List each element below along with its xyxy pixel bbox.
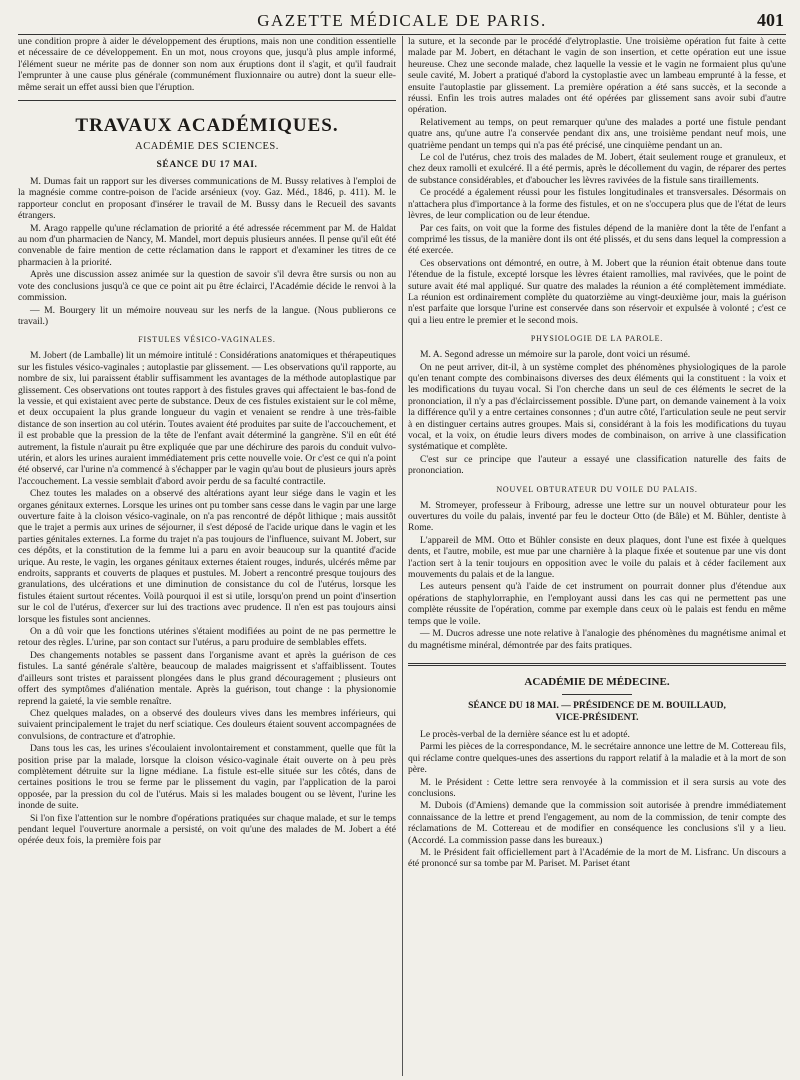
topic-heading: FISTULES VÉSICO-VAGINALES. <box>138 335 276 345</box>
paragraph: M. Stromeyer, professeur à Fribourg, adresse une lettre sur un nouvel obturateur pour les ouvertures du voile du palais, inventé par feu le docteur Otto (de Bâle) et M. Bühler, dentiste à Rome. <box>408 499 786 534</box>
paragraph: Ce procédé a également réussi pour les fistules longitudinales et transversales. Désormais on n'attachera plus d'importance à la forme des fistules, et on ne s'occupera plus que de l'état de leurs lèvres, de leur complication ou de leur étendue. <box>408 187 786 222</box>
paragraph: Chez toutes les malades on a observé des altérations ayant leur siége dans le vagin et les organes génitaux externes. Lorsque les urines ont pu tomber sans cesse dans le vagin par une large ouverture faite à la cloison vésico-vaginale, on n'a pas rencontré de dépôt lithique ; mais aussitôt que le trajet a permis aux urines de séjourner, il s'est déposé de l'acide urique dans le vagin et les parties génitales externes. La forme du trajet n'a pas toujours de l'influence, suivant M. Jobert, sur ces dépôts, et la constitution de la femme lui a paru en avoir beaucoup sur la quantité d'acide urique. Au reste, le vagin, les organes génitaux externes étaient rouges, indurés, ulcérés même par endroits, sapprants et couverts de plaques et pustules. M. Jobert a rencontré presque toujours des granulations, des ulcérations et une diminution de consistance du col de l'utérus, lorsque les fistules étaient surtout récentes. Voilà pourquoi il est si utile, lorsqu'on prend un point d'insertion sur le col de l'utérus, d'exercer sur lui des tractions avec prudence. Il n'en est pas toujours ainsi lorsque les fistules sont anciennes. <box>18 488 396 625</box>
academy-heading: ACADÉMIE DES SCIENCES. <box>135 141 279 153</box>
paragraph: M. A. Segond adresse un mémoire sur la parole, dont voici un résumé. <box>420 349 691 361</box>
paragraph: Dans tous les cas, les urines s'écoulaient involontairement et constamment, quelle que fût la position prise par la malade, lorsque la cloison vésico-vaginale était ouverte on à peu près complètement détruite sur la ligne médiane. La fistule est-elle située sur les côtés, dans de certaines positions le trou se ferme par le plissement du vagin, par l'application de la paroi opposée, par la pression du col de l'utérus. Mais si les malades bougent ou se lèvent, l'urine les inonde de suite. <box>18 743 396 812</box>
intro-paragraph: une condition propre à aider le développement des éruptions, mais non une condition essentielle et nécessaire de ce développement. En un mot, nous croyons que, jusqu'à plus ample informé, l'élément sueur ne mérite pas de donner son nom aux éruptions dont il s'agit, et qu'il faudrait l'emprunter à une cause plus générale (communément fluxionnaire ou autre) dont la sueur elle-même serait un effet aussi bien que l'éruption. <box>18 36 396 93</box>
paragraph: Après une discussion assez animée sur la question de savoir s'il devra être sursis ou non au vote des conclusions jusqu'à ce que ce point ait pu être éclairci, l'Académie décide le renvoi à la commission. <box>18 269 396 304</box>
paragraph: — M. Bourgery lit un mémoire nouveau sur les nerfs de la langue. (Nous publierons ce travail.) <box>18 304 396 327</box>
right-column <box>408 36 786 1076</box>
paragraph: Chez quelques malades, on a observé des douleurs vives dans les membres inférieurs, qui suivaient principalement le trajet du nerf sciatique. Ces douleurs étaient souvent accompagnées de convulsions, de contracture et d'atrophie. <box>18 707 396 742</box>
paragraph: Des changements notables se passent dans l'organisme avant et après la guérison de ces fistules. La santé générale s'altère, beaucoup de malades maigrissent et s'affaiblissent. Toutes d'ailleurs sont tristes et paraissent plongées dans le plus grand découragement ; plusieurs ont offert des symptômes d'aliénation mentale. Après la guérison, tout change : la physionomie reprend la gaieté, la vie semble renaître. <box>18 649 396 707</box>
topic-heading: PHYSIOLOGIE DE LA PAROLE. <box>530 334 664 344</box>
section-rule <box>408 663 786 666</box>
paragraph: Le procès-verbal de la dernière séance est lu et adopté. <box>420 728 630 740</box>
paragraph: — M. Ducros adresse une note relative à l'analogie des phénomènes du magnétisme animal et du magnétisme minéral, démontrée par des faits pratiques. <box>408 628 786 651</box>
two-column-body <box>18 36 786 1076</box>
paragraph: L'appareil de MM. Otto et Bühler consiste en deux plaques, dont l'une est fixée à quelques dents, et l'autre, mobile, est mue par une charnière à la plaque fixée et soutenue par une vis dont l'action sert à la tenir toujours en opposition avec le voile du palais et à céder facilement aux mouvements du palais et de la langue. <box>408 534 786 581</box>
left-column <box>18 36 396 1076</box>
journal-title: GAZETTE MÉDICALE DE PARIS. <box>257 11 547 30</box>
short-rule <box>562 694 632 695</box>
paragraph: Parmi les pièces de la correspondance, M. le secrétaire annonce une lettre de M. Cottereau fils, qui réclame contre quelques-unes des assertions du rapport relatif à la maladie et à la mort de son père. <box>408 741 786 776</box>
seance-heading: SÉANCE DU 17 MAI. <box>156 160 258 171</box>
vice-president-heading: VICE-PRÉSIDENT. <box>555 712 639 723</box>
paragraph: M. le Président : Cette lettre sera renvoyée à la commission et il sera sursis au vote des conclusions. <box>408 776 786 799</box>
paragraph: Relativement au temps, on peut remarquer qu'une des malades a porté une fistule pendant quatre ans, qu'une autre l'a conservée pendant dix ans, une troisième pendant neuf mois, une quatrième pendant un temps qui n'a pas été précisé, une cinquième pendant un an. <box>408 116 786 151</box>
column-divider <box>402 36 403 1076</box>
paragraph: M. Dumas fait un rapport sur les diverses communications de M. Bussy relatives à l'emploi de la magnésie comme contre-poison de l'acide arsénieux (voy. Gaz. Méd., 1846, p. 411). M. le rapporteur conclut en proposant d'insérer le travail de M. Bussy dans le Recueil des savants étrangers. <box>18 176 396 222</box>
seance-heading: SÉANCE DU 18 MAI. — PRÉSIDENCE DE M. BOUILLAUD, <box>468 700 726 711</box>
paragraph: la suture, et la seconde par le procédé d'elytroplastie. Une troisième opération fut faite à cette malade par M. Jobert, en détachant le vagin de son insertion, et cette opération eut une issue heureuse. Chez une seconde malade, chez laquelle la vessie et le vagin ne formaient plus qu'une seule cavité, M. Jobert a pratiqué d'abord la cystoplastie avec un lambeau emprunté à la fesse, et ensuite l'autoplastie par glissement. La première opération a été sans succès, et la seconde a réussi. Enfin les trois autres malades ont été opérées par glissement sans avoir subi d'autre opération. <box>408 36 786 116</box>
paragraph: C'est sur ce principe que l'auteur a essayé une classification naturelle des faits de prononciation. <box>408 453 786 477</box>
paragraph: Si l'on fixe l'attention sur le nombre d'opérations pratiquées sur chaque malade, et sur le temps pendant lequel l'ouverture anormale a persisté, on voit qu'une des malades de M. Jobert a été opérée deux fois, la première fois par <box>18 812 396 847</box>
paragraph: Par ces faits, on voit que la forme des fistules dépend de la manière dont la tête de l'enfant a comprimé les tissus, de la manière dont ils ont été plissés, et du sens dans lequel la compression a été exercée. <box>408 222 786 257</box>
paragraph: Le col de l'utérus, chez trois des malades de M. Jobert, était seulement rouge et granuleux, et chez deux ramolli et exulcéré. Il a été permis, après le décollement du vagin, de réparer des pertes de substance considérables, et d'aboucher les lèvres ravivées de la fistule sans tiraillements. <box>408 152 786 186</box>
paragraph: On ne peut arriver, dit-il, à un système complet des phénomènes physiologiques de la parole qu'en tenant compte des combinaisons diverses des deux éléments qui la constituent : la voix et les modifications du tuyau vocal. Si l'on cherche dans un seul de ces éléments le secret de la prononciation, il n'y a pas d'éclaircissement possible. D'une part, on demande vainement à la voix la différence qu'il y a entre certaines consonnes ; d'un autre côté, l'articulation seule ne peut servir à en distinguer certains autres groupes. Mais si, considérant à la fois les modifications du tuyau vocal, et la voix, on étudie leurs divers modes de combinaison, on arrive à une classification systématique et complète. <box>408 361 786 453</box>
paragraph: Ces observations ont démontré, en outre, à M. Jobert que la réunion était obtenue dans toute l'étendue de la fistule, excepté lorsque les lèvres étaient ramollies, mal ravivées, que le point de suture avait été mal appliqué. Sur quatre des malades la réunion a été complètement immédiate. La réunion est ordinairement complète du quatorzième au vingt-deuxième jour, mais la guérison n'est parfaite que lorsque l'urine est conservée dans son réservoir et expulsée à volonté ; c'est ce qui a lieu entre le premier et le second mois. <box>408 257 786 326</box>
paragraph: M. Dubois (d'Amiens) demande que la commission soit autorisée à prendre immédiatement connaissance de la lettre et prend l'engagement, au nom de la commission, de tenir compte des réclamations de M. Cottereau et de modifier en conséquence les conclusions s'il y a lieu. (Accordé. La commission passe dans les bureaux.) <box>408 800 786 846</box>
paragraph: M. Jobert (de Lamballe) lit un mémoire intitulé : Considérations anatomiques et thérapeutiques sur les fistules vésico-vaginales ; autoplastie par glissement. — Les observations qu'il rapporte, au nombre de six, lui paraissent établir suffisamment les avantages de la méthode autoplastique par glissement. Ces observations ont toutes rapport à des fistules graves qui affectaient le bas-fond de la vessie, et qui existaient avec perte de substance. Deux de ces fistules existaient sur le col même, et deux occupaient la plus grande longueur du vagin et venaient se rendre à une très-faible distance de son insertion au col utérin. Toutes avaient été produites par suite de l'accouchement, et il est probable que la pression de la tête de l'enfant avait déterminé la gangrène. S'il en eût été autrement, la fistule n'aurait pu être expliquée que par une déchirure des parois du conduit vulvo-utérin, et alors les urines auraient immédiatement pris cette nouvelle voie. Or c'est ce qui n'a point été observé, car l'urine n'a commencé à s'échapper par le vagin qu'au bout de plusieurs jours après l'accouchement. La vessie semblait d'abord avoir perdu de sa faculté contractile. <box>18 350 396 487</box>
page-number: 401 <box>757 10 784 30</box>
topic-heading: NOUVEL OBTURATEUR DU VOILE DU PALAIS. <box>496 484 698 494</box>
paragraph: On a dû voir que les fonctions utérines s'étaient modifiées au point de ne pas permettre le retour des règles. L'urine, par son contact sur l'utérus, a paru produire de semblables effets. <box>18 626 396 649</box>
section-rule <box>18 100 396 101</box>
page-header <box>18 8 786 35</box>
paragraph: M. le Président fait officiellement part à l'Académie de la mort de M. Lisfranc. Un discours a été prononcé sur sa tombe par M. Pariset. M. Pariset étant <box>408 846 786 870</box>
section-title: TRAVAUX ACADÉMIQUES. <box>75 115 339 137</box>
academy-heading: ACADÉMIE DE MÉDECINE. <box>524 675 670 688</box>
paragraph: M. Arago rappelle qu'une réclamation de priorité a été adressée récemment par M. de Haldat au nom d'un pharmacien de Nancy, M. Mandel, mort depuis plusieurs années. Il pense qu'il eût été convenable de faire mention de cette réclamation dans le rapport et d'examiner les titres de ce pharmacien à la priorité. <box>18 222 396 268</box>
paragraph: Les auteurs pensent qu'à l'aide de cet instrument on pourrait donner plus d'étendue aux opérations de staphylorraphie, en l'employant aussi dans les cas qui ne permettent pas une complète réussite de l'opération, comme par exemple dans ceux où le palais est fendu en même temps que le voile. <box>408 581 786 627</box>
